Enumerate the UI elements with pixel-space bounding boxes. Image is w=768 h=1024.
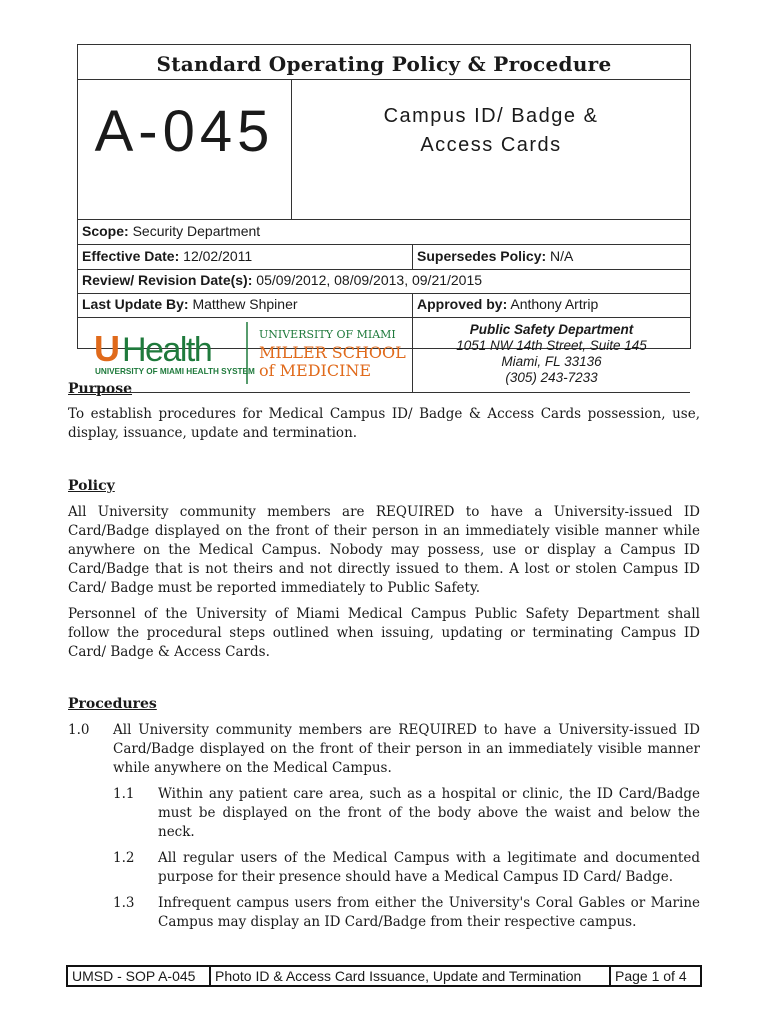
supersedes-value: N/A [546,248,574,264]
supersedes-cell [412,245,690,269]
policy-paragraph-1: All University community members are REQUIRED to have a University-issued ID Card/Badge displayed on the front of their person in an immediately visible manner while anywhere on the Medical Campus. Nobody may possess, use or display a Campus ID Card/Badge that is not theirs and not directly issued to them. A lost or stolen Campus ID Card/ Badge must be reported immediately to Public Safety. [68,504,700,596]
scope-label: Scope: [82,223,129,239]
address-street: 1051 NW 14th Street, Suite 145 [456,338,647,353]
footer-page-number: Page 1 of 4 [615,968,687,984]
address-phone: (305) 243-7233 [505,370,598,385]
review-row [78,269,690,294]
review-cell [78,269,482,293]
procedure-text: All University community members are REQUIRED to have a University-issued ID Card/Badge displayed on the front of their person in an immediately visible manner while anywhere on the Medical Campus. [113,722,700,776]
policy-title-line1: Campus ID/ Badge & [383,105,599,127]
header-code-row [78,80,690,220]
last-update-value: Matthew Shpiner [188,296,298,312]
policy-paragraph-2: Personnel of the University of Miami Medical Campus Public Safety Department shall follow the procedural steps outlined when issuing, updating or terminating Campus ID Card/ Badge & Access Cards. [68,606,700,660]
last-update-cell [78,293,298,317]
policy-code: A-045 [78,80,292,219]
scope-cell [78,220,260,244]
logo-row [78,318,690,393]
review-label: Review/ Revision Date(s): [82,272,253,288]
effective-value: 12/02/2011 [179,248,253,264]
policy-title [292,102,690,160]
approved-label: Approved by: [417,296,508,312]
header-title-row [78,45,690,80]
last-update-label: Last Update By: [82,296,189,312]
uhealth-logo-word: Health [122,331,212,369]
procedure-number: 1.3 [113,895,135,911]
um-logo-line3: of MEDICINE [259,361,372,380]
header-table [77,44,691,385]
approved-cell [412,293,690,317]
page-footer [66,965,702,987]
policy-title-line2: Access Cards [420,134,562,156]
um-logo-line1: UNIVERSITY OF MIAMI [259,328,396,341]
effective-cell [78,245,252,269]
supersedes-label: Supersedes Policy: [417,248,547,264]
approved-value: Anthony Artrip [507,296,599,312]
procedures-heading: Procedures [68,696,157,712]
um-logo-line2: MILLER SCHOOL [259,343,406,362]
procedure-number: 1.2 [113,850,135,866]
procedure-text: Within any patient care area, such as a hospital or clinic, the ID Card/Badge must be displayed on the front of the body above the waist and below the neck. [158,786,700,840]
purpose-text: To establish procedures for Medical Campus ID/ Badge & Access Cards possession, use, display, issuance, update and termination. [68,406,700,441]
scope-value: Security Department [128,223,261,239]
procedure-number: 1.0 [68,722,90,738]
address-city: Miami, FL 33136 [501,354,602,369]
review-value: 05/09/2012, 08/09/2013, 09/21/2015 [252,272,483,288]
department-name: Public Safety Department [469,322,634,337]
footer-doc-id: UMSD - SOP A-045 [68,967,211,985]
uhealth-logo-subtitle: UNIVERSITY OF MIAMI HEALTH SYSTEM [95,367,255,376]
procedure-number: 1.1 [113,786,135,802]
purpose-heading: Purpose [68,381,132,397]
effective-label: Effective Date: [82,248,180,264]
uhealth-logo-u: U [94,328,120,369]
document-type-title: Standard Operating Policy & Procedure [156,52,612,76]
address-cell [412,318,690,393]
scope-row [78,220,690,245]
last-update-row [78,293,690,318]
procedure-text: Infrequent campus users from either the University's Coral Gables or Marine Campus may display an ID Card/Badge from their respective campus. [158,895,700,930]
effective-row [78,245,690,270]
policy-heading: Policy [68,478,115,494]
procedure-text: All regular users of the Medical Campus with a legitimate and documented purpose for their presence should have a Medical Campus ID Card/ Badge. [158,850,700,885]
footer-title: Photo ID & Access Card Issuance, Update and Termination [211,967,611,985]
